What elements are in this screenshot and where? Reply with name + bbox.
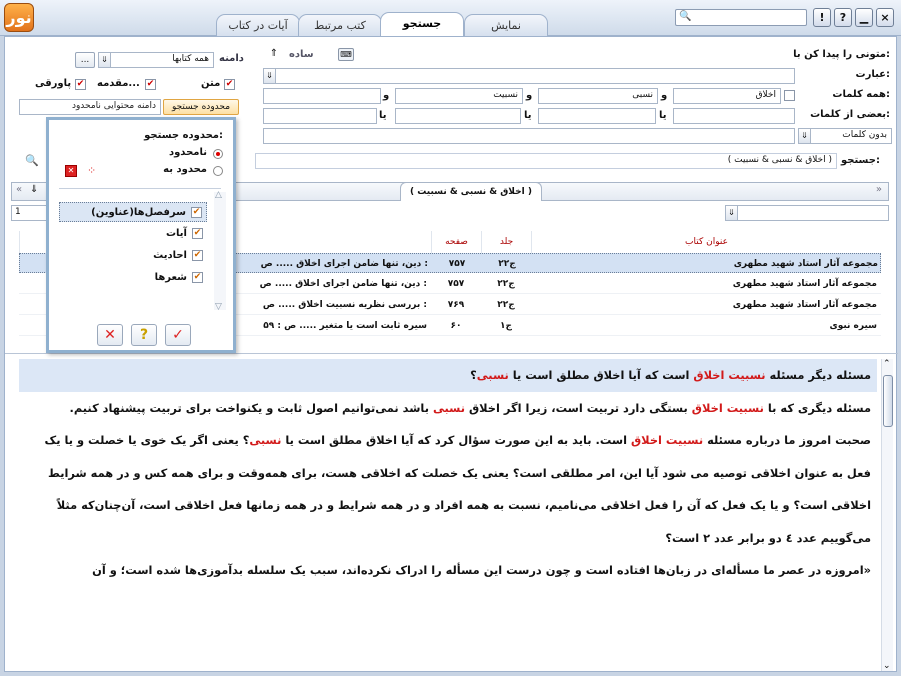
text-segment: ؟ یعنی اگر یک خوی یا خصلت و یا یک فعل به عنوان اخلاقی توصیه می شود آیا این، امر مطلقی است؟ یعنی یک خصلت که اخلاقی هست، برای همه‌وقت و برای همه کس و در همه شرایط اخلاقی است؟ و یا یک فعل که آن را فعل اخلاقی می‌نامیم، نسبت به همه افراد و در همه شرایط و در همه زمانها فعل اخلاقی است، آن‌چنان‌که مثلاً می‌گوییم عدد ٤ دو برابر عدد ۲ است؟ — [44, 433, 871, 545]
highlighted-term: نسبی — [249, 433, 282, 447]
range-item-checkbox[interactable]: ✔ — [193, 272, 202, 282]
tab-1[interactable]: آیات در کتاب — [216, 14, 300, 36]
page-number-field[interactable]: 1 — [11, 205, 51, 221]
column-volume[interactable]: جلد — [481, 231, 531, 253]
no-words-input[interactable] — [263, 128, 795, 144]
tab-2[interactable]: کتب مرتبط — [298, 14, 382, 36]
option-intro-checkbox[interactable]: ✔ — [146, 79, 155, 89]
cell-page: ۷۶۹ — [447, 300, 465, 310]
scroll-up-icon[interactable]: ⌃ — [883, 359, 891, 369]
document-text — [19, 359, 877, 669]
quick-search-input[interactable] — [675, 9, 807, 26]
some-words-label: بعضی از کلمات: — [810, 109, 890, 120]
or-label-3: یا — [379, 110, 387, 121]
or-label-2: یا — [524, 110, 532, 121]
uncheck-all-icon[interactable]: ✕ — [65, 165, 77, 177]
chevron-down-icon[interactable]: ⇓ — [30, 184, 39, 195]
text-paragraph — [19, 359, 877, 392]
cell-title: دین، تنها ضامن اجرای اخلاق ..... ص : — [260, 259, 428, 269]
highlighted-term: نسبیت اخلاق — [631, 433, 704, 447]
popup-title: محدوده جستجو: — [144, 130, 223, 141]
cancel-button[interactable]: ✕ — [97, 324, 123, 346]
text-segment: مسئله دیگری که با — [763, 400, 871, 415]
scope-select[interactable]: ⇓ همه کتابها — [98, 52, 214, 68]
all-words-field-2[interactable]: نسبی — [538, 88, 658, 104]
all-words-checkbox[interactable] — [784, 90, 795, 101]
scope-label: دامنه — [219, 53, 244, 64]
range-item-checkbox[interactable]: ✔ — [192, 207, 201, 217]
scrollbar-thumb[interactable] — [883, 375, 893, 427]
radio-limited[interactable] — [213, 166, 223, 176]
range-list-item[interactable] — [59, 224, 207, 244]
text-segment: مسئله دیگر مسئله — [765, 368, 871, 382]
cell-book-title: مجموعه آثار استاد شهید مطهری — [732, 300, 877, 310]
text-segment: است که آیا اخلاق مطلق است یا — [508, 368, 694, 382]
app-logo[interactable]: نور — [4, 3, 34, 32]
option-intro-label: مقدمه... — [97, 78, 140, 89]
search-icon[interactable]: 🔍 — [25, 154, 39, 167]
range-item-label: سرفصل‌ها(عناوین) — [91, 207, 186, 218]
scroll-up-icon[interactable]: △ — [215, 190, 222, 200]
option-footnote-label: پاورقی — [35, 78, 72, 89]
range-item-label: آیات — [166, 228, 187, 239]
phrase-input[interactable] — [263, 68, 795, 84]
title-bar — [0, 0, 901, 36]
chevron-down-icon[interactable]: ⇓ — [799, 129, 811, 143]
cell-page: ۷۵۷ — [448, 259, 466, 269]
all-words-field-1[interactable]: اخلاق — [673, 88, 781, 104]
highlighted-term: نسبی — [432, 400, 465, 415]
cell-volume: ج۲۲ — [497, 300, 515, 310]
text-paragraph — [19, 424, 877, 554]
search-range-popup — [46, 117, 236, 353]
cell-volume: ج۱ — [500, 321, 512, 331]
column-page[interactable]: صفحه — [431, 231, 481, 253]
scope-more-button[interactable]: ... — [75, 52, 95, 68]
range-list — [59, 194, 211, 306]
cell-volume: ج۲۲ — [497, 279, 515, 289]
range-list-item[interactable] — [59, 246, 207, 266]
chevron-down-icon[interactable]: ⇓ — [264, 69, 276, 83]
cell-volume: ج۲۲ — [498, 259, 516, 269]
book-filter-select[interactable] — [725, 205, 889, 221]
text-segment: «امروزه در عصر ما مسأله‌ای در زبان‌ها افتاده است و چون درست این مسأله را ادراک نکرده‌اند، سبب یک سلسله بدآموزی‌ها شده است؛ و آن — [92, 563, 871, 577]
some-words-field-1[interactable] — [673, 108, 795, 124]
keyboard-icon[interactable]: ⌨ — [338, 48, 354, 61]
chevron-left-icon[interactable]: « — [16, 184, 23, 195]
results-tab[interactable]: ( اخلاق & نسبی & نسبیت ) — [400, 182, 542, 201]
phrase-label: عبارت: — [855, 69, 890, 80]
cell-page: ۶۰ — [450, 321, 462, 331]
some-words-field-2[interactable] — [538, 108, 656, 124]
range-item-label: شعرها — [154, 272, 187, 283]
option-text-label: متن — [201, 78, 221, 89]
column-book-title[interactable]: عنوان کتاب — [531, 231, 881, 253]
text-scrollbar[interactable] — [881, 359, 893, 671]
text-paragraph — [19, 392, 877, 425]
and-label-1: و — [661, 90, 668, 101]
search-range-button[interactable]: محدوده جستجو — [163, 99, 239, 115]
range-list-scrollbar[interactable] — [214, 192, 226, 310]
chevron-up-icon[interactable]: ⇑ — [269, 48, 279, 59]
option-footnote-checkbox[interactable]: ✔ — [76, 79, 85, 89]
cell-book-title: مجموعه آثار استاد شهید مطهری — [732, 279, 877, 289]
no-words-select[interactable]: ⇓ بدون کلمات — [798, 128, 892, 144]
text-segment: است. باید به این صورت سؤال کرد که آیا اخلاق مطلق است یا — [281, 433, 631, 447]
all-words-label: همه کلمات: — [832, 89, 890, 100]
range-list-item[interactable] — [59, 268, 207, 288]
highlighted-term: نسبی — [476, 368, 509, 382]
option-text-checkbox[interactable]: ✔ — [225, 79, 234, 89]
find-label: متونی را پیدا کن با: — [793, 49, 890, 60]
cell-title: دین، تنها ضامن اجرای اخلاق ..... ص : — [259, 279, 427, 289]
ok-button[interactable]: ✓ — [165, 324, 191, 346]
text-segment: صحبت امروز ما درباره مسئله — [703, 433, 871, 447]
some-words-field-4[interactable] — [263, 108, 377, 124]
highlighted-term: نسبیت اخلاق — [693, 368, 766, 382]
content-range-field[interactable]: دامنه محتوایی نامحدود — [19, 99, 161, 115]
text-segment: ؟ — [470, 368, 477, 382]
highlighted-term: نسبیت اخلاق — [691, 400, 764, 415]
all-words-field-3[interactable]: نسبیت — [395, 88, 523, 104]
scroll-down-icon[interactable]: ▽ — [215, 302, 222, 312]
search-icon[interactable]: 🔍 — [679, 11, 692, 22]
popup-divider — [59, 188, 221, 189]
scroll-down-icon[interactable]: ⌄ — [883, 661, 891, 671]
minimize-button[interactable]: ▁ — [855, 8, 873, 27]
cell-page: ۷۵۷ — [447, 279, 465, 289]
range-list-item[interactable] — [59, 202, 207, 222]
cell-book-title: مجموعه آثار استاد شهید مطهری — [733, 259, 878, 269]
query-label: جستجو: — [841, 155, 880, 166]
chevron-down-icon[interactable]: ⇓ — [726, 206, 738, 220]
and-label-2: و — [526, 90, 533, 101]
radio-unlimited-label: نامحدود — [168, 147, 207, 158]
text-segment: بستگی دارد تربیت است، زیرا اگر اخلاق — [465, 400, 692, 415]
tab-4[interactable]: نمایش — [464, 14, 548, 36]
all-words-field-4[interactable] — [263, 88, 381, 104]
help-button[interactable]: ? — [131, 324, 157, 346]
range-item-checkbox[interactable]: ✔ — [193, 228, 202, 238]
close-button[interactable]: × — [876, 8, 894, 27]
tab-3[interactable]: جستجو — [380, 12, 464, 36]
some-words-field-3[interactable] — [395, 108, 521, 124]
radio-unlimited[interactable] — [213, 149, 223, 159]
range-item-label: احادیث — [153, 250, 187, 261]
or-label-1: یا — [659, 110, 667, 121]
divider — [5, 353, 898, 354]
radio-limited-label: محدود به — [163, 164, 207, 175]
cell-book-title: سیره نبوی — [829, 321, 877, 331]
cell-title: بررسی نظریه نسبیت اخلاق ..... ص : — [262, 300, 427, 310]
mode-label[interactable]: ساده — [289, 49, 314, 60]
info-button[interactable]: ! — [813, 8, 831, 27]
query-display: ( اخلاق & نسبی & نسبیت ) — [255, 153, 837, 169]
text-paragraph — [19, 554, 877, 587]
chevron-right-icon[interactable]: » — [875, 184, 882, 195]
and-label-3: و — [383, 90, 390, 101]
range-item-checkbox[interactable]: ✔ — [193, 250, 202, 260]
cell-title: سیره ثابت است یا متغیر ..... ص : ۵۹ — [263, 321, 427, 331]
chevron-down-icon[interactable]: ⇓ — [99, 53, 111, 67]
help-button[interactable]: ? — [834, 8, 852, 27]
text-segment: باشد نمی‌توانیم اصول ثابت و یکنواخت برای تربیت پیشنهاد کنیم. — [69, 400, 433, 415]
check-all-icon[interactable]: ⁘ — [87, 164, 97, 177]
